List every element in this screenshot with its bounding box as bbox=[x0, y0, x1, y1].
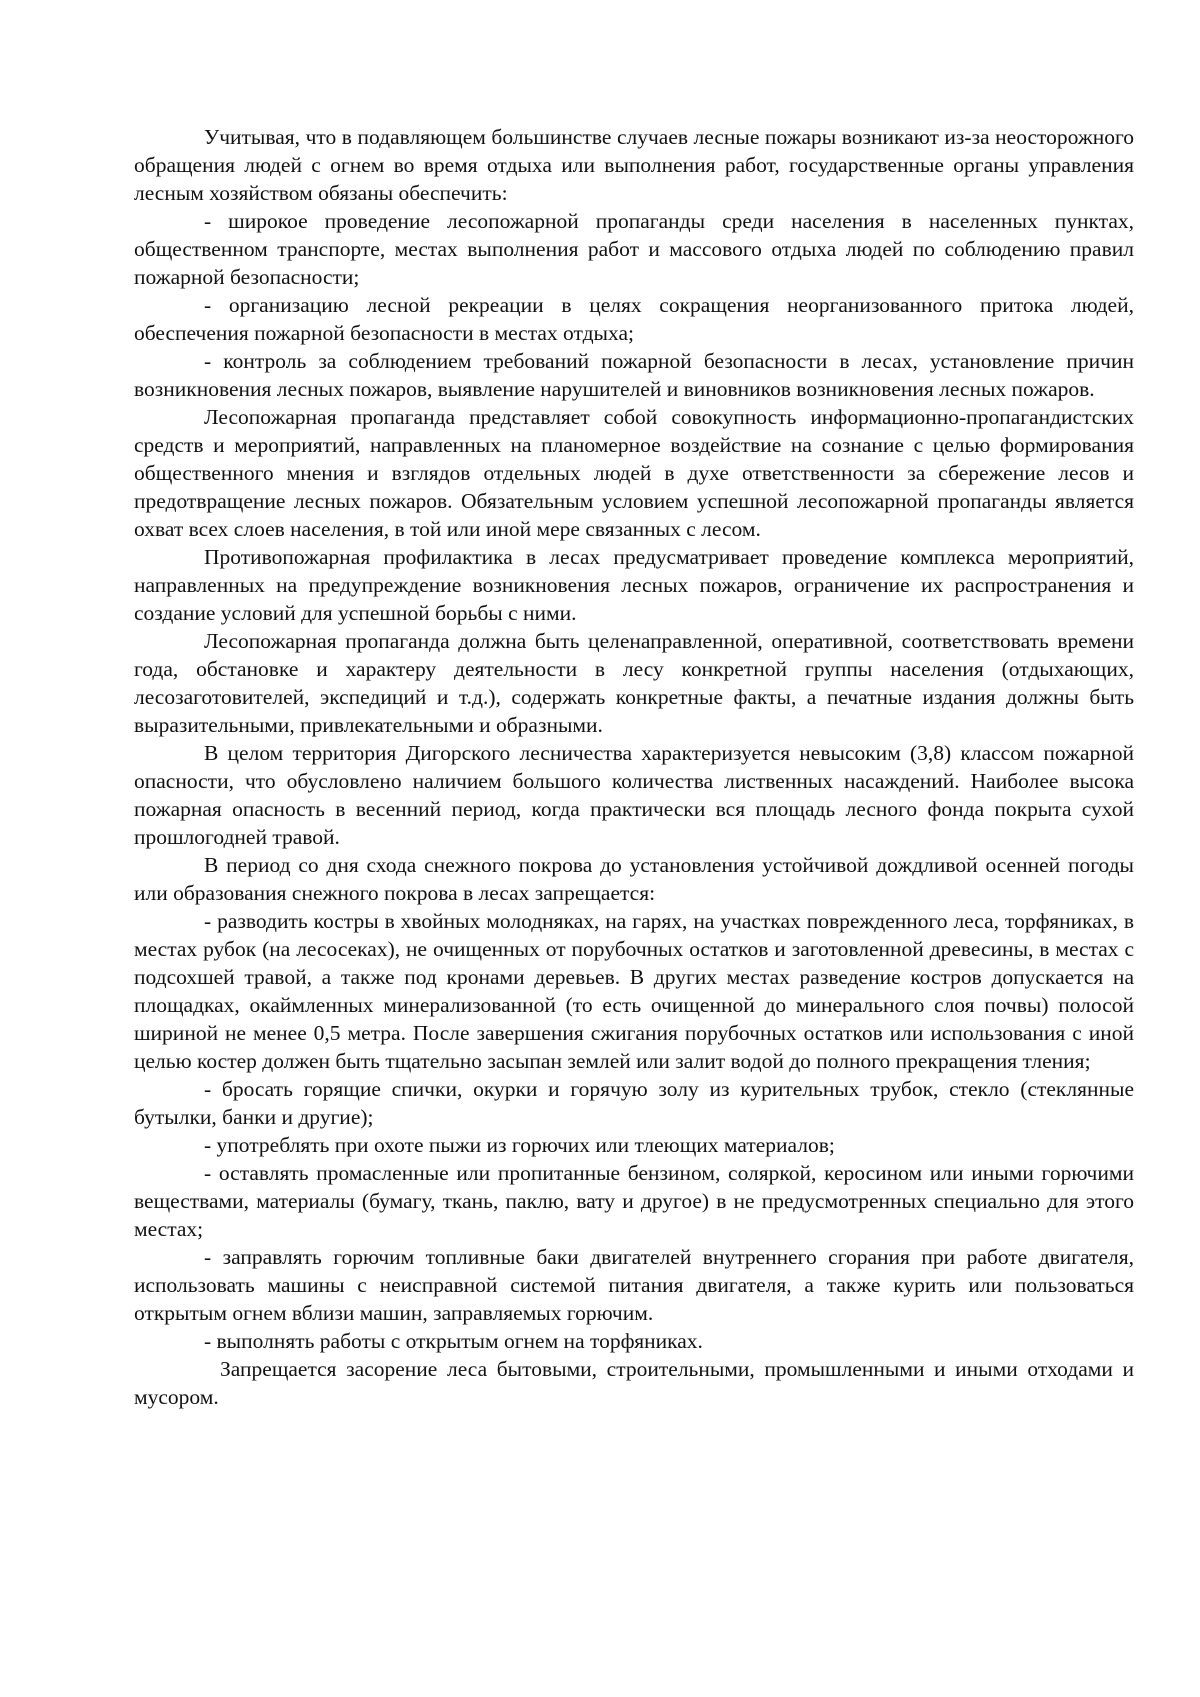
list-item: - широкое проведение лесопожарной пропаганды среди населения в населенных пунктах, общественном транспорте, местах выполнения работ и массового отдыха людей по соблюдению правил пожарной безопасности; bbox=[134, 209, 1134, 289]
list-item: - разводить костры в хвойных молодняках, на гарях, на участках поврежденного леса, торфяниках, в местах рубок (на лесосеках), не очищенных от порубочных остатков и заготовленной древесины, в местах с подсохшей травой, а также под кронами деревьев. В других местах разведение костров допускается на площадках, окаймленных минерализованной (то есть очищенной до минерального слоя почвы) полосой шириной не менее 0,5 метра. После завершения сжигания порубочных остатков или использования с иной целью костер должен быть тщательно засыпан землей или залит водой до полного прекращения тления; bbox=[134, 909, 1134, 1073]
list-item: - употреблять при охоте пыжи из горючих или тлеющих материалов; bbox=[204, 1133, 835, 1157]
list-item: - бросать горящие спички, окурки и горячую золу из курительных трубок, стекло (стеклянные бутылки, банки и другие); bbox=[134, 1077, 1134, 1129]
list-item: - заправлять горючим топливные баки двигателей внутреннего сгорания при работе двигателя, использовать машины с неисправной системой питания двигателя, а также курить или пользоваться открытым огнем вблизи машин, заправляемых горючим. bbox=[134, 1245, 1134, 1325]
list-item: - организацию лесной рекреации в целях сокращения неорганизованного притока людей, обеспечения пожарной безопасности в местах отдыха; bbox=[134, 293, 1134, 345]
list-item: - оставлять промасленные или пропитанные бензином, соляркой, керосином или иными горючими веществами, материалы (бумагу, ткань, паклю, вату и другое) в не предусмотренных специально для этого местах; bbox=[134, 1161, 1134, 1241]
list-item: - выполнять работы с открытым огнем на торфяниках. bbox=[204, 1329, 703, 1353]
paragraph: Лесопожарная пропаганда должна быть целенаправленной, оперативной, соответствовать времени года, обстановке и характеру деятельности в лесу конкретной группы населения (отдыхающих, лесозаготовителей, экспедиций и т.д.), содержать конкретные факты, а печатные издания должны быть выразительными, привлекательными и образными. bbox=[134, 629, 1134, 737]
document-page bbox=[134, 123, 1134, 1411]
paragraph: Противопожарная профилактика в лесах предусматривает проведение комплекса мероприятий, направленных на предупреждение возникновения лесных пожаров, ограничение их распространения и создание условий для успешной борьбы с ними. bbox=[134, 545, 1134, 625]
paragraph: Учитывая, что в подавляющем большинстве случаев лесные пожары возникают из-за неосторожного обращения людей с огнем во время отдыха или выполнения работ, государственные органы управления лесным хозяйством обязаны обеспечить: bbox=[134, 125, 1134, 205]
paragraph: Запрещается засорение леса бытовыми, строительными, промышленными и иными отходами и мусором. bbox=[134, 1357, 1134, 1409]
list-item: - контроль за соблюдением требований пожарной безопасности в лесах, установление причин возникновения лесных пожаров, выявление нарушителей и виновников возникновения лесных пожаров. bbox=[134, 349, 1134, 401]
paragraph: В целом территория Дигорского лесничества характеризуется невысоким (3,8) классом пожарной опасности, что обусловлено наличием большого количества лиственных насаждений. Наиболее высока пожарная опасность в весенний период, когда практически вся площадь лесного фонда покрыта сухой прошлогодней травой. bbox=[134, 741, 1134, 849]
paragraph: В период со дня схода снежного покрова до установления устойчивой дождливой осенней погоды или образования снежного покрова в лесах запрещается: bbox=[134, 853, 1134, 905]
paragraph: Лесопожарная пропаганда представляет собой совокупность информационно-пропагандистских средств и мероприятий, направленных на планомерное воздействие на сознание с целью формирования общественного мнения и взглядов отдельных людей в духе ответственности за сбережение лесов и предотвращение лесных пожаров. Обязательным условием успешной лесопожарной пропаганды является охват всех слоев населения, в той или иной мере связанных с лесом. bbox=[134, 405, 1134, 541]
